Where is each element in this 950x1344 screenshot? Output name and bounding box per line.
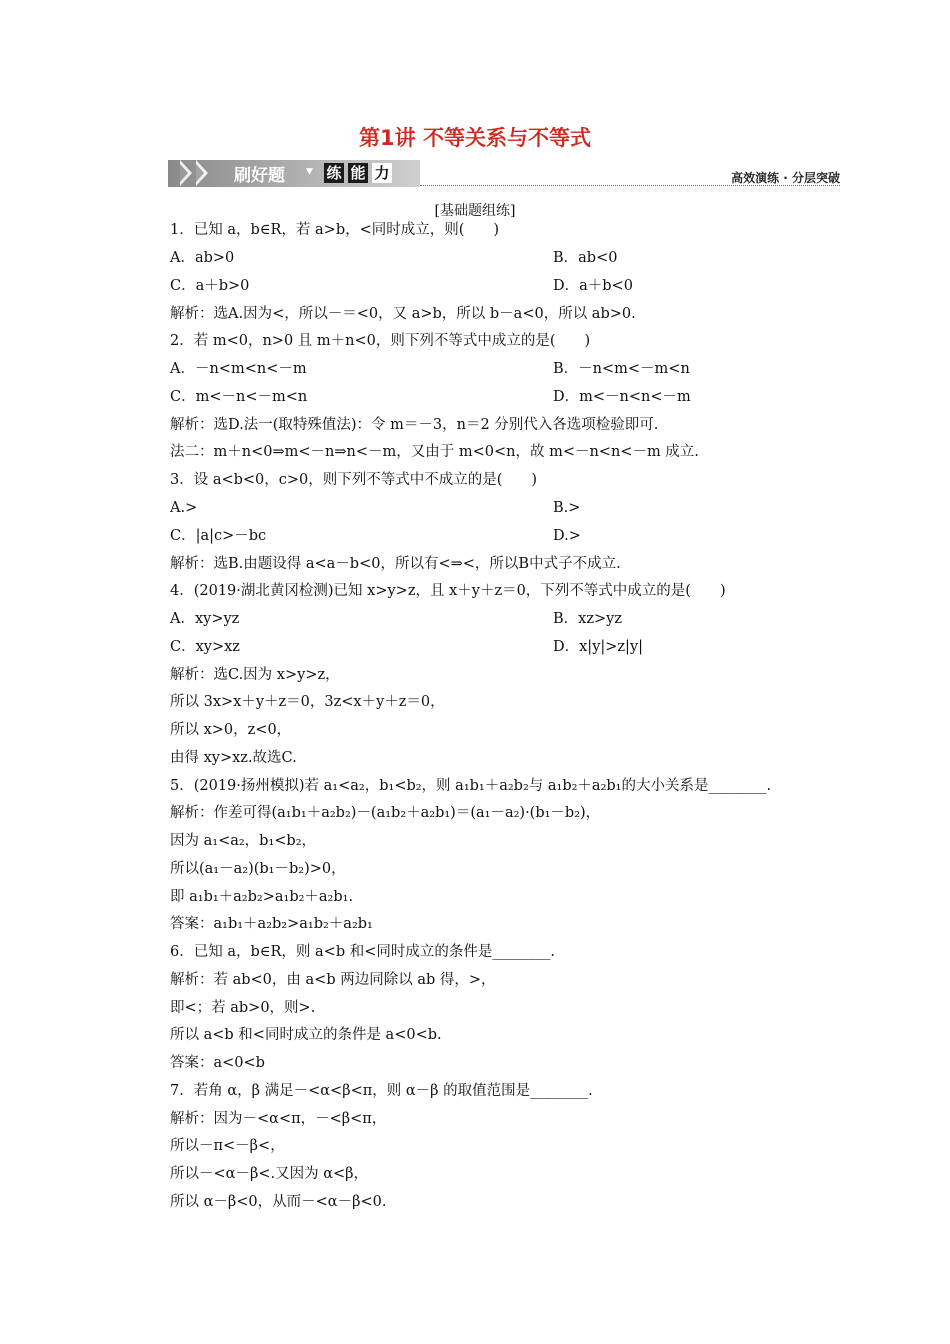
text-line: 答案：a<0<b — [170, 1055, 265, 1071]
text-line: A．－n<m<n<－m — [170, 361, 307, 377]
text-line: 解析：因为－<α<π，－<β<π， — [170, 1111, 387, 1127]
banner-subtitle: 高效演练 · 分层突破 — [731, 171, 840, 185]
text-line: 解析：若 ab<0，由 a<b 两边同除以 ab 得，>， — [170, 972, 496, 988]
text-line: 5．(2019·扬州模拟)若 a₁<a₂，b₁<b₂，则 a₁b₁＋a₂b₂与 a₁b₂＋a₂b₁的大小关系是________. — [170, 778, 772, 794]
text-line: 解析：选A.因为<，所以－＝<0，又 a>b，所以 b－a<0，所以 ab>0. — [170, 306, 636, 322]
text-line: 所以(a₁－a₂)(b₁－b₂)>0， — [170, 861, 346, 877]
text-line: D.> — [553, 528, 581, 544]
section-banner — [168, 158, 840, 190]
banner-label: 刷好题 — [234, 166, 285, 186]
text-line: 解析：选D.法一(取特殊值法)：令 m＝－3，n＝2 分别代入各选项检验即可. — [170, 417, 659, 433]
text-line: 即<；若 ab>0，则>. — [170, 1000, 316, 1016]
text-line: 法二：m＋n<0⇒m<－n⇒n<－m，又由于 m<0<n，故 m<－n<n<－m 成立. — [170, 444, 699, 460]
triangle-down-icon: ▼ — [306, 167, 313, 177]
chevron-inner-icon — [196, 164, 204, 182]
text-line: C．a＋b>0 — [170, 278, 250, 294]
section-heading: [基础题组练] — [434, 203, 516, 219]
text-line: D．m<－n<n<－m — [553, 389, 691, 405]
text-line: 解析：作差可得(a₁b₁＋a₂b₂)－(a₁b₂＋a₂b₁)＝(a₁－a₂)·(b₁－b₂)， — [170, 805, 601, 821]
text-line: 4．(2019·湖北黄冈检测)已知 x>y>z，且 x＋y＋z＝0，下列不等式中成立的是( ) — [170, 583, 726, 599]
text-line: B.> — [553, 500, 581, 516]
text-line: 答案：a₁b₁＋a₂b₂>a₁b₂＋a₂b₁ — [170, 916, 373, 932]
page-title: 第1讲 不等关系与不等式 — [359, 126, 591, 150]
text-line: 6．已知 a，b∈R，则 a<b 和<同时成立的条件是________. — [170, 944, 555, 960]
text-line: B．ab<0 — [553, 250, 618, 266]
text-line: 所以 α－β<0，从而－<α－β<0. — [170, 1194, 387, 1210]
text-line: 1．已知 a，b∈R，若 a>b，<同时成立，则( ) — [170, 222, 500, 238]
text-line: 解析：选C.因为 x>y>z， — [170, 667, 340, 683]
text-line: C．xy>xz — [170, 639, 240, 655]
text-line: B．－n<m<－m<n — [553, 361, 690, 377]
text-line: 所以 a<b 和<同时成立的条件是 a<0<b. — [170, 1027, 442, 1043]
text-line: 7．若角 α，β 满足－<α<β<π，则 α－β 的取值范围是________. — [170, 1083, 593, 1099]
banner-box-1: 练 — [324, 163, 344, 183]
text-line: D．x|y|>z|y| — [553, 639, 644, 655]
text-line: 即 a₁b₁＋a₂b₂>a₁b₂＋a₂b₁. — [170, 889, 354, 905]
text-line: 因为 a₁<a₂，b₁<b₂， — [170, 833, 317, 849]
text-line: 所以－π<－β<， — [170, 1138, 285, 1154]
text-line: 由得 xy>xz.故选C. — [170, 750, 297, 766]
text-line: B．xz>yz — [553, 611, 622, 627]
text-line: 所以－<α－β<.又因为 α<β， — [170, 1166, 369, 1182]
text-line: A.> — [170, 500, 198, 516]
text-line: 所以 3x>x＋y＋z＝0，3z<x＋y＋z＝0， — [170, 694, 445, 710]
text-line: 3．设 a<b<0，c>0，则下列不等式中不成立的是( ) — [170, 472, 538, 488]
text-line: C．m<－n<－m<n — [170, 389, 308, 405]
text-line: A．ab>0 — [170, 250, 235, 266]
chevron-inner-icon — [180, 164, 188, 182]
text-line: 2．若 m<0，n>0 且 m＋n<0，则下列不等式中成立的是( ) — [170, 333, 591, 349]
text-line: D．a＋b<0 — [553, 278, 633, 294]
text-line: A．xy>yz — [170, 611, 240, 627]
banner-box-2: 能 — [348, 163, 368, 183]
banner-box-3: 力 — [372, 163, 392, 183]
text-line: C．|a|c>－bc — [170, 528, 267, 544]
text-line: 解析：选B.由题设得 a<a－b<0，所以有<⇒<，所以B中式子不成立. — [170, 556, 621, 572]
text-line: 所以 x>0，z<0， — [170, 722, 292, 738]
